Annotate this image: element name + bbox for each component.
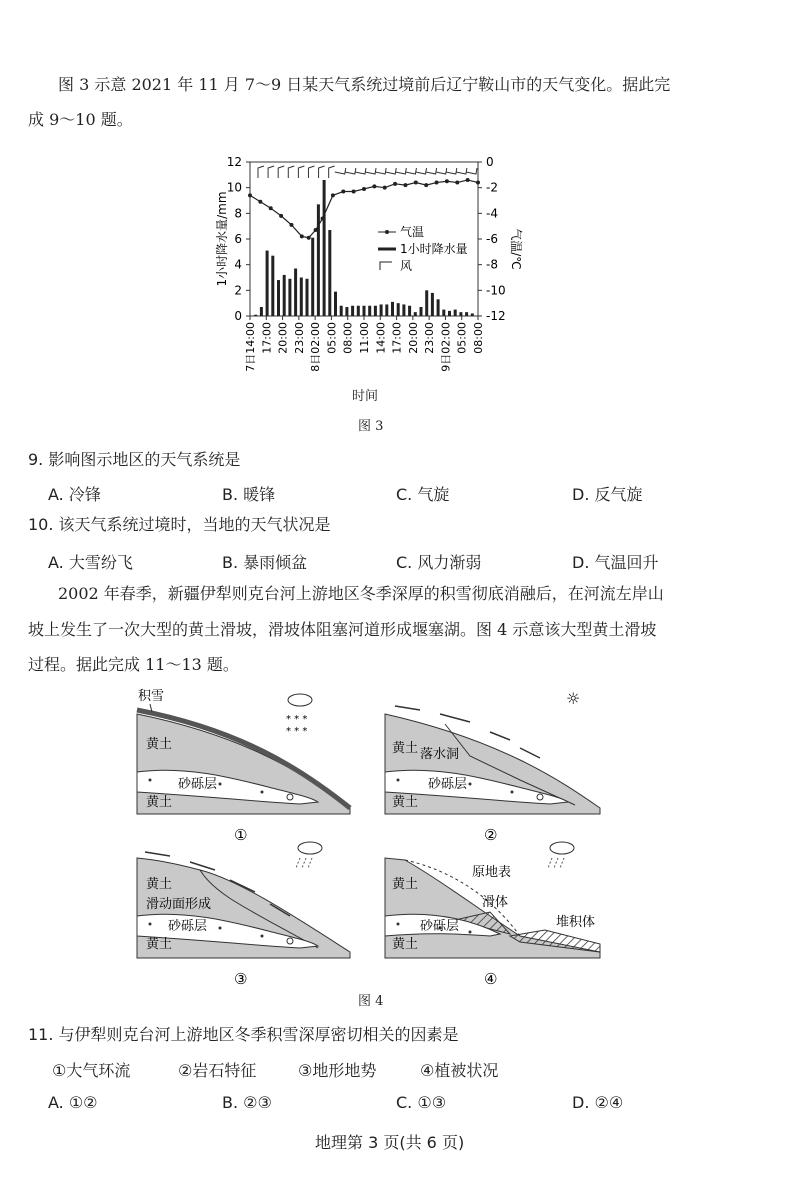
precipitation-bar (385, 304, 388, 316)
precipitation-bar (306, 279, 309, 316)
q11-option-d: D. ②④ (572, 1093, 624, 1112)
q11-option-b: B. ②③ (222, 1093, 272, 1112)
precipitation-bar (266, 251, 269, 316)
q11-factor-2: ②岩石特征 (178, 1061, 257, 1080)
intro2-line1: 2002 年春季，新疆伊犁则克台河上游地区冬季深厚的积雪彻底消融后，在河流左岸山 (58, 584, 664, 603)
precipitation-bar (300, 278, 303, 317)
precipitation-bar (454, 310, 457, 316)
x-tick-label: 17:00 (260, 322, 274, 354)
wind-barb (416, 168, 427, 174)
x-tick-label: 08:00 (472, 322, 485, 354)
precipitation-bar (402, 304, 405, 316)
page-footer: 地理第 3 页(共 6 页) (315, 1133, 465, 1152)
q9-option-d: D. 反气旋 (572, 485, 643, 504)
wind-barb (345, 168, 356, 174)
precipitation-bar (271, 256, 274, 316)
figure4-diagram (0, 680, 807, 1010)
precipitation-bar (459, 312, 462, 316)
precipitation-bar (294, 269, 297, 316)
wind-barb (288, 166, 294, 178)
y-tick-label: 8 (234, 206, 242, 221)
precipitation-bar (471, 313, 474, 316)
x-tick-label: 05:00 (325, 322, 339, 354)
temperature-point (466, 178, 470, 182)
y-axis-label: 1小时降水量/mm (215, 191, 229, 287)
panel3-loess-bottom: 黄土 (146, 937, 173, 952)
temperature-point (352, 190, 356, 194)
precipitation-bar (351, 306, 354, 316)
legend-temp-dot (385, 230, 389, 234)
snowflake-icon-2: * * * (286, 726, 308, 737)
precipitation-bar (448, 311, 451, 316)
wind-barb (395, 168, 406, 174)
precipitation-bar (380, 304, 383, 316)
precipitation-bar (368, 306, 371, 316)
sun-icon: ☼ (566, 689, 581, 708)
precipitation-bar (408, 306, 411, 316)
x-tick-label: 9日02:00 (439, 322, 453, 372)
panel-2 (385, 689, 600, 844)
slip-surface-label: 滑动面形成 (146, 897, 212, 912)
chart-xlabel: 时间 (352, 389, 379, 404)
wind-barb (335, 168, 346, 174)
temperature-point (269, 206, 273, 210)
intro2-line2: 坡上发生了一次大型的黄土滑坡，滑坡体阻塞河道形成堰塞湖。图 4 示意该大型黄土滑坡 (28, 620, 657, 639)
temperature-point (300, 234, 304, 238)
precipitation-bar (277, 280, 280, 316)
precipitation-bar (431, 293, 434, 316)
q10-option-c: C. 风力渐弱 (396, 553, 482, 572)
x-tick-label: 08:00 (341, 322, 355, 354)
q10-stem: 10. 该天气系统过境时，当地的天气状况是 (28, 515, 331, 534)
precipitation-bar (414, 312, 417, 316)
temperature-point (414, 181, 418, 185)
panel1-gravel: 砂砾层 (178, 777, 218, 792)
snowflake-icon: * * * (286, 714, 308, 725)
rain-cloud-icon (298, 842, 322, 854)
q11-factor-4: ④植被状况 (420, 1061, 499, 1080)
wind-barb (319, 166, 325, 178)
precipitation-bar (317, 204, 320, 316)
legend-wind-icon (380, 262, 392, 270)
wind-barb (329, 166, 335, 178)
original-surface-label: 原地表 (472, 865, 512, 880)
slide-body-label: 滑体 (482, 895, 509, 910)
temperature-point (321, 216, 325, 220)
q11-option-a: A. ①② (48, 1093, 98, 1112)
q9-option-c: C. 气旋 (396, 485, 450, 504)
wind-barb (426, 168, 437, 174)
precipitation-bar (425, 290, 428, 316)
panel2-label: ② (484, 826, 498, 844)
panel3-label: ③ (234, 970, 248, 988)
x-tick-label: 7日14:00 (244, 322, 257, 372)
panel2-loess-top: 黄土 (392, 741, 419, 756)
precipitation-bar (345, 307, 348, 316)
precipitation-bar (391, 302, 394, 316)
q11-stem: 11. 与伊犁则克台河上游地区冬季积雪深厚密切相关的因素是 (28, 1025, 459, 1044)
precipitation-bar (397, 303, 400, 316)
temperature-point (393, 182, 397, 186)
precipitation-bar (442, 310, 445, 316)
precipitation-bar (288, 279, 291, 316)
temperature-point (435, 181, 439, 185)
fig3-caption: 图 3 (358, 419, 384, 434)
panel4-loess-bottom: 黄土 (392, 937, 419, 952)
wind-barb (365, 168, 376, 174)
q9-option-b: B. 暖锋 (222, 485, 276, 504)
panel4-gravel: 砂砾层 (420, 919, 460, 934)
precipitation-bar (363, 306, 366, 316)
precipitation-bar (323, 180, 326, 316)
temperature-point (476, 181, 480, 185)
q10-option-b: B. 暴雨倾盆 (222, 553, 308, 572)
panel3-gravel: 砂砾层 (168, 919, 208, 934)
wind-barb (298, 166, 304, 178)
y-tick-label: 0 (234, 309, 242, 323)
legend-temp-label: 气温 (400, 225, 425, 239)
q11-option-c: C. ①③ (396, 1093, 447, 1112)
temperature-point (307, 236, 311, 240)
temperature-point (341, 190, 345, 194)
precipitation-bar (437, 299, 440, 316)
q9-stem: 9. 影响图示地区的天气系统是 (28, 450, 241, 469)
temperature-point (279, 214, 283, 218)
wind-barb (278, 166, 284, 178)
temperature-point (424, 183, 428, 187)
precipitation-bar (328, 230, 331, 316)
precipitation-bar (334, 292, 337, 316)
panel4-loess-top: 黄土 (392, 877, 419, 892)
panel1-loess-top: 黄土 (146, 737, 173, 752)
wind-barb (456, 168, 467, 174)
y2-tick-label: -2 (486, 180, 498, 195)
snow-label: 积雪 (138, 689, 165, 704)
chart-legend (378, 224, 468, 273)
panel4-label: ④ (484, 970, 498, 988)
intro2-line3: 过程。据此完成 11～13 题。 (28, 655, 239, 674)
precipitation-bar (260, 307, 263, 316)
x-tick-label: 11:00 (358, 322, 371, 354)
wind-barb (466, 168, 477, 174)
panel3-loess-top: 黄土 (146, 877, 173, 892)
legend-wind-label: 风 (400, 259, 413, 273)
temperature-point (362, 187, 366, 191)
panel1-label: ① (234, 826, 248, 844)
temperature-point (314, 228, 318, 232)
panel1-loess-bottom: 黄土 (146, 795, 173, 810)
q11-factor-1: ①大气环流 (52, 1061, 131, 1080)
wind-barb (258, 166, 264, 178)
temperature-point (248, 193, 252, 197)
q9-option-a: A. 冷锋 (48, 485, 101, 504)
rain-cloud-icon-2 (550, 842, 574, 854)
precipitation-bar (340, 306, 343, 316)
q10-option-d: D. 气温回升 (572, 553, 659, 572)
precipitation-bar (357, 306, 360, 316)
wind-barb (385, 168, 396, 174)
precipitation-bar (254, 315, 257, 316)
x-tick-label: 05:00 (455, 322, 469, 354)
precipitation-bar (374, 306, 377, 316)
y2-tick-label: -10 (486, 283, 506, 298)
temperature-point (455, 181, 459, 185)
deposit-label: 堆积体 (556, 915, 596, 930)
q11-factor-3: ③地形地势 (298, 1061, 377, 1080)
x-tick-label: 20:00 (276, 322, 290, 354)
sinkhole-label: 落水洞 (420, 747, 460, 762)
precipitation-bar (420, 307, 423, 316)
y2-axis-label: 气温/℃ (509, 228, 523, 270)
wind-barb (268, 166, 274, 178)
panel2-loess-bottom: 黄土 (392, 795, 419, 810)
x-tick-label: 17:00 (390, 322, 404, 354)
temperature-point (403, 183, 407, 187)
precipitation-bar (311, 238, 314, 316)
y-tick-label: 10 (226, 180, 242, 195)
wind-barb (436, 168, 447, 174)
y-tick-label: 4 (234, 257, 242, 272)
cloud-icon (288, 694, 312, 706)
wind-barb (308, 166, 314, 178)
temperature-point (383, 186, 387, 190)
q10-option-a: A. 大雪纷飞 (48, 553, 133, 572)
x-tick-label: 14:00 (374, 322, 388, 354)
y2-tick-label: -4 (486, 206, 498, 221)
y-tick-label: 2 (234, 283, 242, 298)
y2-tick-label: -12 (486, 309, 506, 323)
intro1-line1: 图 3 示意 2021 年 11 月 7～9 日某天气系统过境前后辽宁鞍山市的天气变化。据此完 (58, 75, 671, 94)
fig4-caption: 图 4 (358, 994, 384, 1009)
intro1-line2: 成 9～10 题。 (28, 110, 133, 129)
temperature-point (331, 193, 335, 197)
y2-tick-label: 0 (486, 155, 494, 169)
wind-barb (355, 168, 366, 174)
temperature-point (289, 223, 293, 227)
x-tick-label: 23:00 (292, 322, 306, 354)
temperature-point (372, 184, 376, 188)
y-tick-label: 6 (234, 232, 242, 246)
panel-3 (137, 842, 350, 988)
wind-barb (446, 168, 457, 174)
y2-tick-label: -6 (486, 232, 498, 246)
wind-barbs (258, 166, 477, 178)
legend-precip-label: 1小时降水量 (400, 242, 468, 256)
precipitation-bar (465, 312, 468, 316)
y-tick-label: 12 (226, 155, 242, 169)
wind-barb (405, 168, 416, 174)
wind-barb (375, 168, 386, 174)
panel-1 (137, 689, 350, 844)
x-tick-label: 8日02:00 (309, 322, 323, 372)
x-tick-label: 20:00 (406, 322, 420, 354)
temperature-line (248, 178, 480, 240)
figure3-chart (0, 140, 807, 540)
temperature-point (445, 179, 449, 183)
x-tick-label: 23:00 (423, 322, 437, 354)
panel2-gravel: 砂砾层 (428, 777, 468, 792)
temperature-point (258, 200, 262, 204)
panel-4 (385, 842, 600, 988)
y2-tick-label: -8 (486, 257, 498, 272)
precipitation-bar (283, 275, 286, 316)
